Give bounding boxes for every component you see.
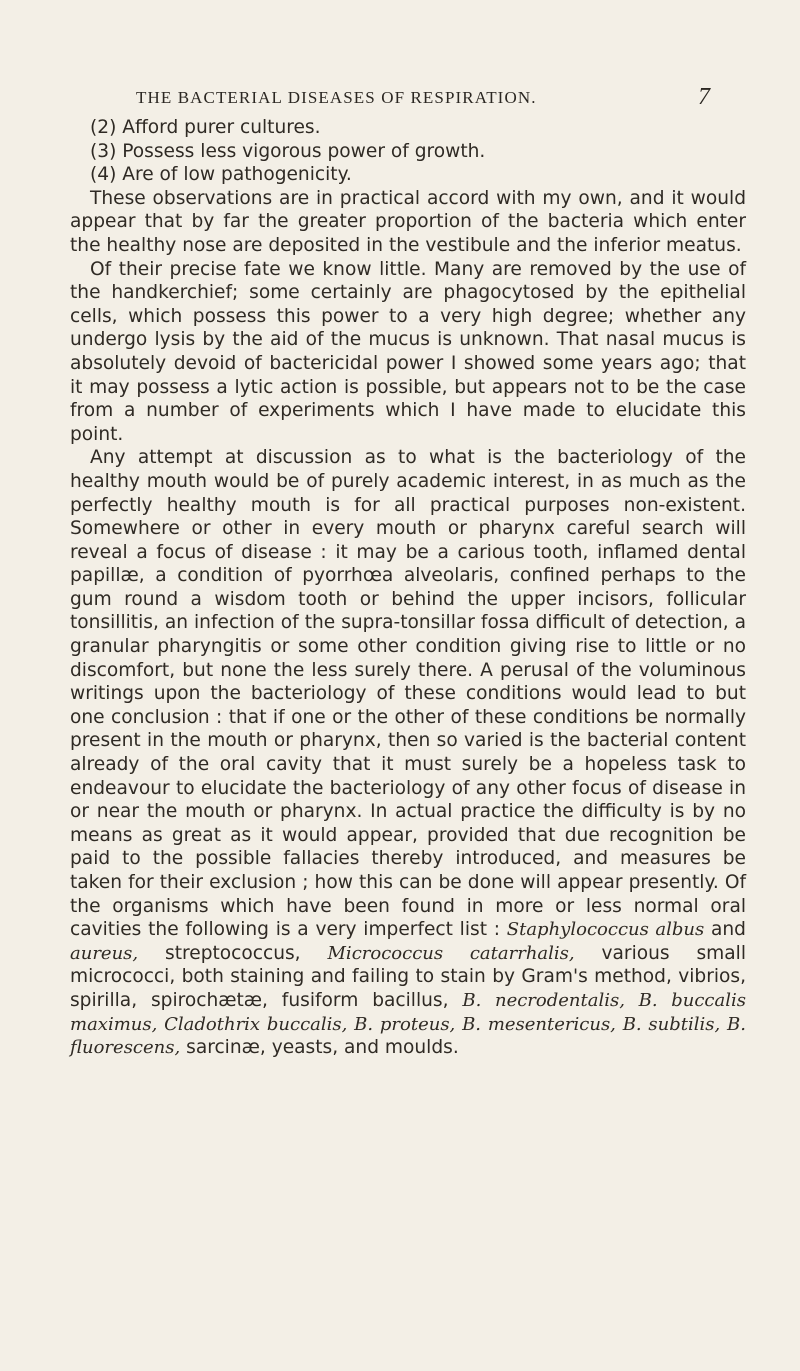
paragraph-text: streptococcus, [138, 942, 328, 964]
running-head: THE BACTERIAL DISEASES OF RESPIRATION. [136, 88, 537, 107]
species-name: B. necrodentalis, B. buccalis maximus, Cladothrix buccalis, B. proteus, B. mesentericus, B. subtilis, B. fluorescens, [70, 989, 746, 1059]
paragraph-fate: Of their precise fate we know little. Many are removed by the use of the handkerchief; some certainly are phagocytosed by the epithelial cells, which possess this power to a very high degree; whether any undergo lysis by the aid of the mucus is unknown. That nasal mucus is absolutely devoid of bactericidal power I showed some years ago; that it may possess a lytic action is possible, but appears not to be the case from a number of experiments which I have made to elucidate this point. [70, 258, 746, 445]
page-number: 7 [698, 84, 710, 110]
list-item: (2) Afford purer cultures. [90, 117, 321, 138]
list-item: (3) Possess less vigorous power of growth. [90, 140, 486, 162]
paragraph-text: sarcinæ, yeasts, and moulds. [180, 1037, 459, 1059]
paragraph-mouth-bacteriology [70, 446, 746, 1059]
species-name: Micrococcus catarrhalis, [327, 942, 575, 964]
body-text [70, 116, 746, 1060]
paragraph-text: Any attempt at discussion as to what is the bacteriology of the healthy mouth would be of purely academic interest, in as much as the perfectly healthy mouth is for all practical purposes non-existent. Somewhere or other in every mouth or pharynx careful search will reveal a focus of disease : it may be a carious tooth, inflamed dental papillæ, a condition of pyorrhœa alveolaris, confined perhaps to the gum round a wisdom tooth or behind the upper incisors, follicular tonsillitis, an infection of the supra-tonsillar fossa difficult of detection, a granular pharyngitis or some other condition giving rise to little or no discomfort, but none the less surely there. A perusal of the voluminous writings upon the bacteriology of these conditions would lead to but one conclusion : that if one or the other of these conditions be normally present in the mouth or pharynx, then so varied is the bacterial content already of the oral cavity that it must surely be a hopeless task to endeavour to elucidate the bacteriology of any other focus of disease in or near the mouth or pharynx. In actual practice the difficulty is by no means as great as it would appear, provided that due recognition be paid to the possible fallacies thereby introduced, and measures be taken for their exclusion ; how this can be done will appear presently. Of the organisms which have been found in more or less normal oral cavities the following is a very imperfect list : [70, 447, 746, 941]
paragraph-observations: These observations are in practical accord with my own, and it would appear that by far the greater proportion of the bacteria which enter the healthy nose are deposited in the vestibule and the inferior meatus. [70, 187, 746, 256]
paragraph-text: and [704, 919, 746, 941]
paragraph-text: various small micrococci, both staining and failing to stain by Gram's method, vibrios, spirilla, spirochætæ, fusiform bacillus, [70, 942, 747, 1011]
species-name: Staphylococcus albus [506, 919, 705, 941]
list-item: (4) Are of low pathogenicity. [90, 164, 352, 186]
species-name: aureus, [70, 942, 139, 964]
